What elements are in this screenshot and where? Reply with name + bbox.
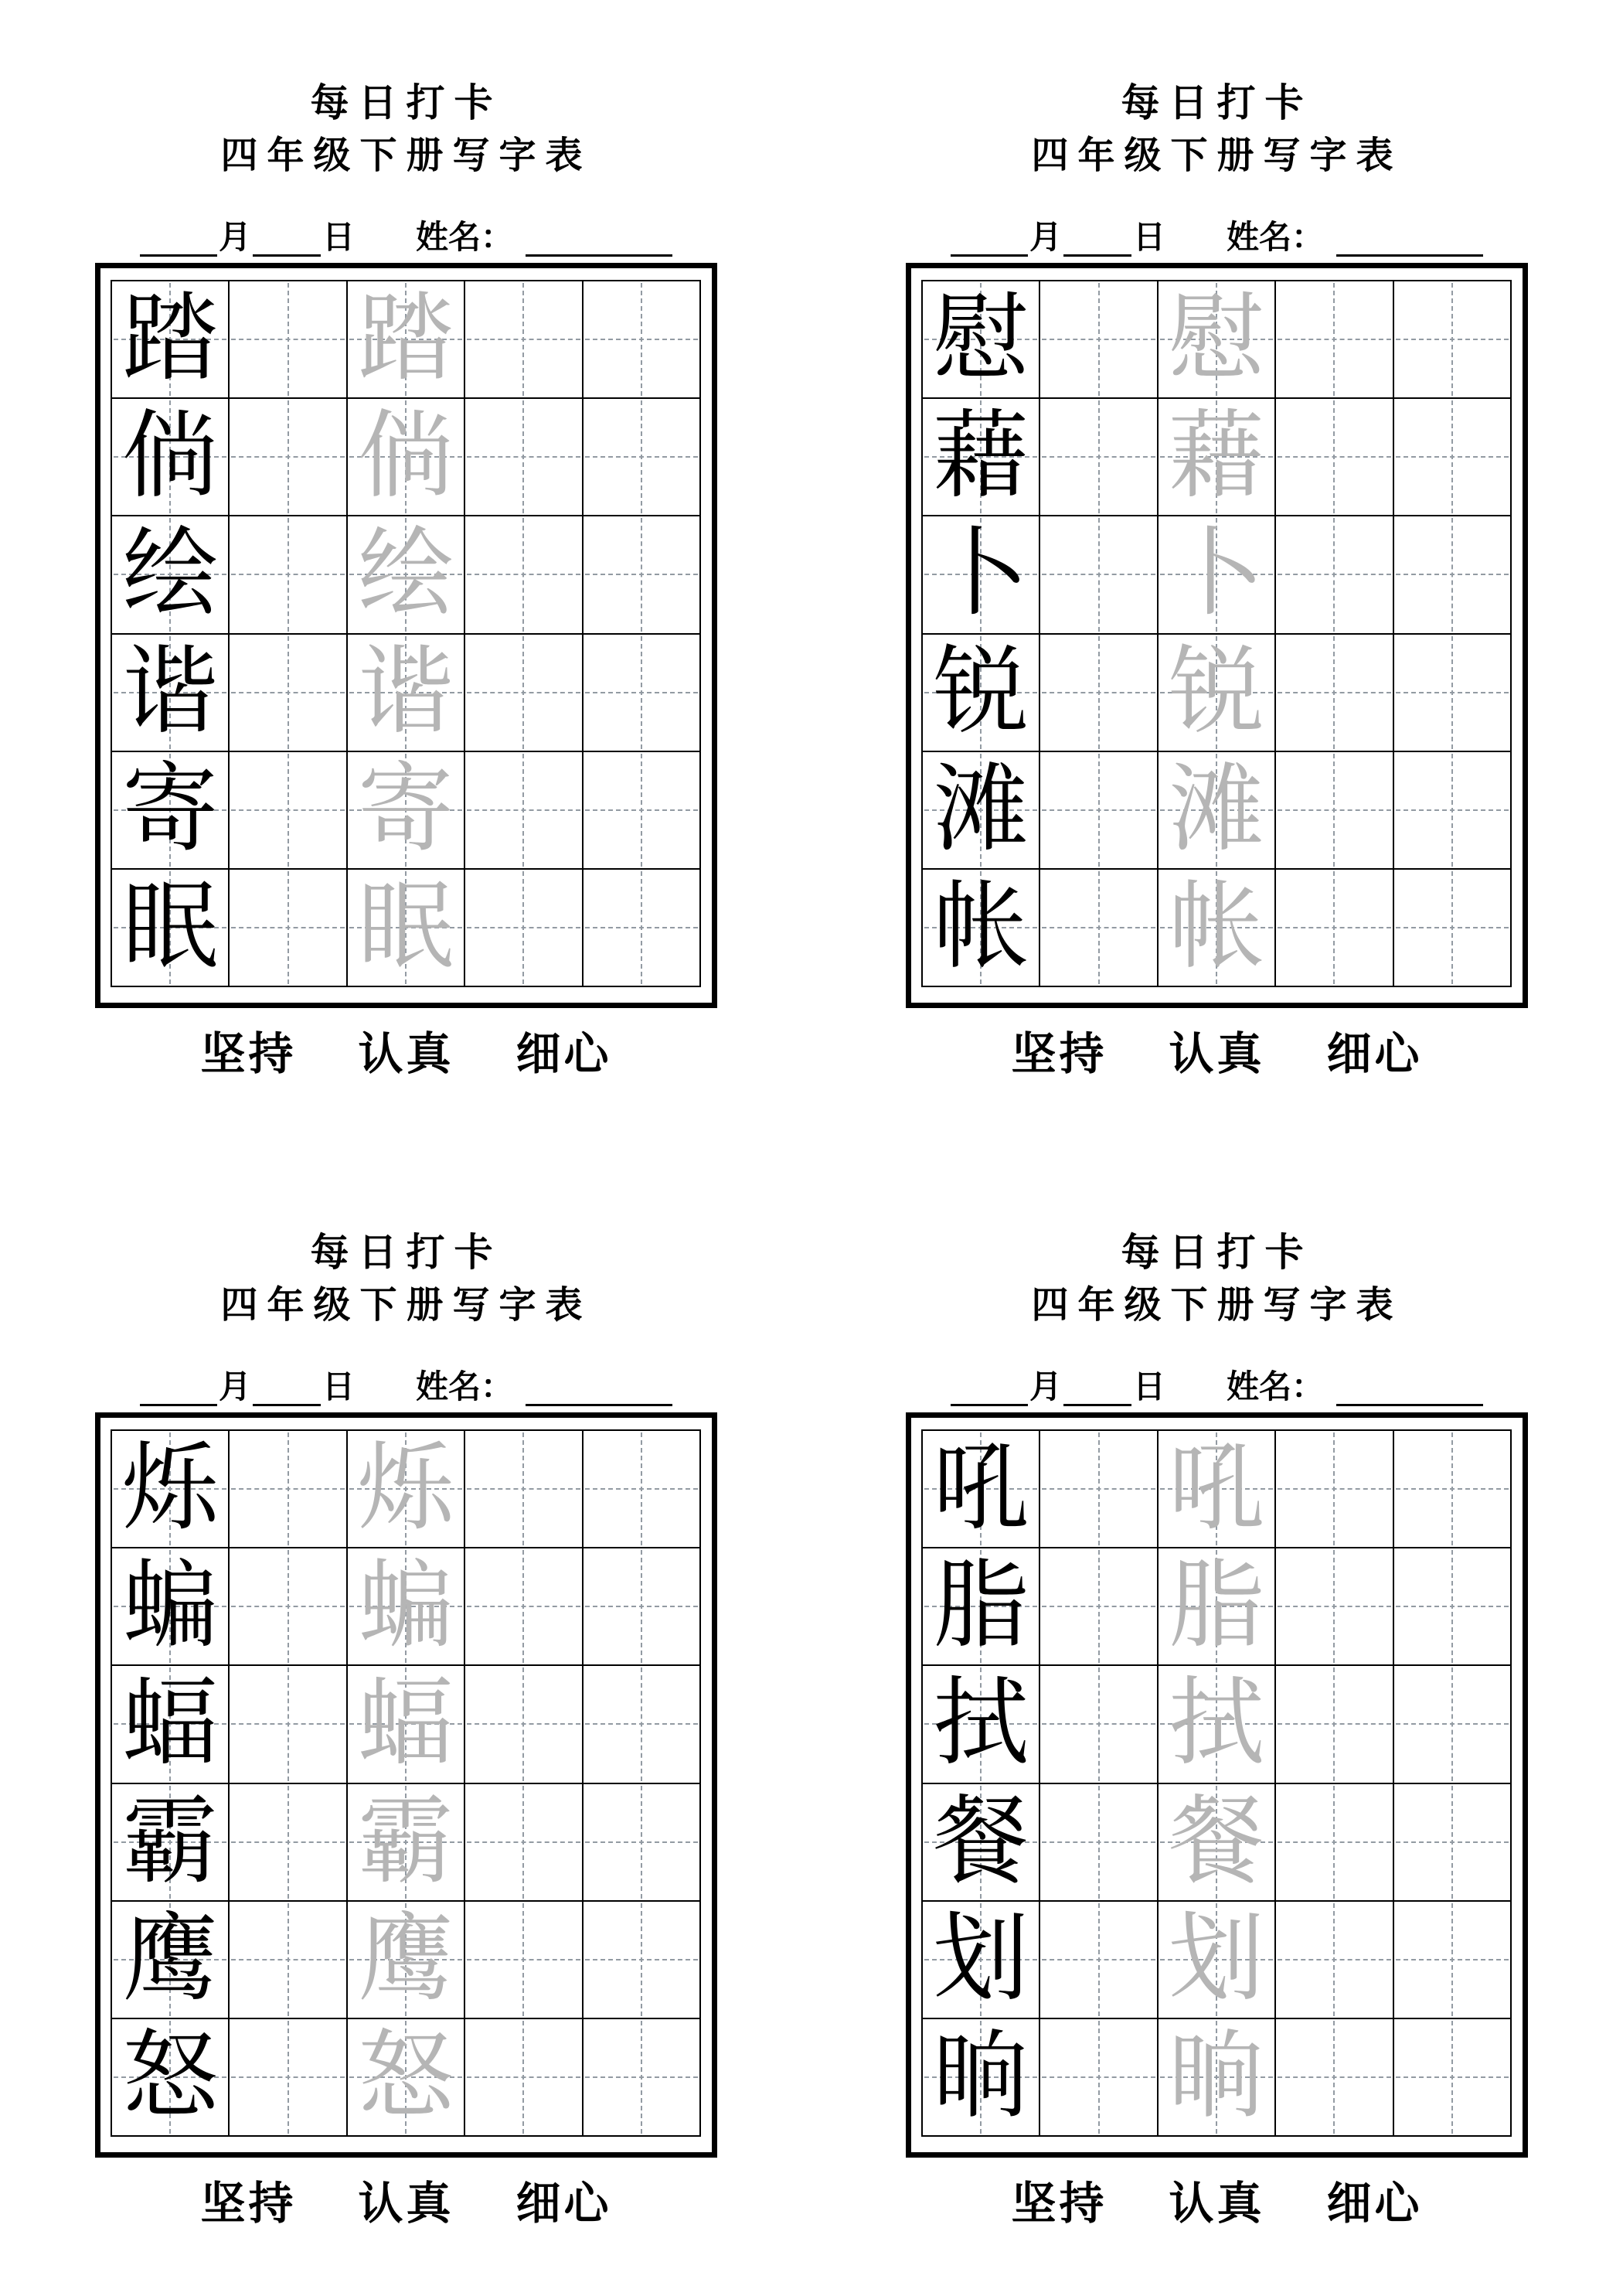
practice-cell [111,1901,229,2018]
trace-character: 锐 [1168,639,1264,745]
panel-title: 每日打卡 [310,1231,502,1274]
motto-line [906,2178,1528,2230]
practice-cell [464,1430,582,1548]
practice-cell [1275,1548,1393,1665]
practice-cell [229,398,346,516]
model-character: 怒 [122,2023,219,2130]
month-label: 月 [1029,1370,1062,1405]
model-character: 蝠 [122,1671,219,1777]
practice-cell [1039,634,1157,751]
practice-cell [1275,751,1393,869]
practice-cell [1039,398,1157,516]
practice-cell [1158,1783,1275,1901]
month-label: 月 [218,1370,251,1405]
practice-cell [922,869,1039,986]
practice-cell [347,869,464,986]
practice-cell [1158,1901,1275,2018]
practice-cell [922,1783,1039,1901]
practice-cell [1393,634,1511,751]
model-character: 霸 [122,1788,219,1895]
trace-character: 慰 [1168,286,1264,393]
trace-character: 踏 [357,286,454,393]
motto-word: 坚持 [200,1029,297,1079]
practice-cell [1275,634,1393,751]
panel-subtitle: 四年级下册写字表 [1031,135,1403,176]
practice-cell [922,751,1039,869]
practice-cell [347,1665,464,1783]
practice-cell [464,1665,582,1783]
practice-cell [229,634,346,751]
practice-cell [583,1665,700,1783]
practice-grid [921,1429,1512,2137]
practice-cell [347,398,464,516]
practice-cell [347,1430,464,1548]
practice-grid [921,280,1512,987]
practice-cell [229,1665,346,1783]
practice-grid-frame [95,263,717,1008]
model-character: 卜 [933,521,1029,628]
panel-title: 每日打卡 [1121,1231,1313,1274]
practice-cell [111,516,229,633]
practice-grid-frame [906,263,1528,1008]
motto-line [95,1028,717,1081]
practice-cell [583,1430,700,1548]
practice-cell [922,398,1039,516]
day-blank-line [253,249,321,257]
model-character: 蝙 [122,1553,219,1660]
panel-subtitle: 四年级下册写字表 [1031,1285,1403,1326]
model-character: 踏 [122,286,219,393]
practice-cell [464,751,582,869]
practice-cell [1158,1430,1275,1548]
practice-cell [922,516,1039,633]
practice-cell [1158,869,1275,986]
practice-cell [1158,1548,1275,1665]
model-character: 谐 [122,639,219,745]
motto-word: 细心 [515,1029,612,1079]
practice-cell [583,398,700,516]
month-blank-line [951,1398,1028,1406]
model-character: 餐 [933,1788,1029,1895]
practice-cell [111,2018,229,2136]
day-blank-line [253,1398,321,1406]
model-character: 慰 [933,286,1029,393]
model-character: 眠 [122,874,219,980]
practice-grid [111,280,701,987]
practice-cell [229,869,346,986]
trace-character: 滩 [1168,756,1264,863]
month-blank-line [951,249,1028,257]
practice-cell [1039,2018,1157,2136]
trace-character: 餐 [1168,1788,1264,1895]
motto-word: 细心 [515,2178,612,2229]
practice-cell [1275,281,1393,398]
practice-cell [464,1783,582,1901]
model-character: 拭 [933,1671,1029,1777]
trace-character: 卜 [1168,521,1264,628]
name-label: 姓名： [1227,220,1325,256]
practice-cell [1039,1901,1157,2018]
practice-cell [464,1548,582,1665]
name-blank-line [526,249,672,257]
motto-word: 认真 [358,2178,454,2229]
date-name-line [906,216,1528,257]
panel-subtitle: 四年级下册写字表 [220,135,592,176]
practice-cell [922,1665,1039,1783]
trace-character: 烁 [357,1436,454,1542]
day-blank-line [1063,249,1131,257]
month-blank-line [140,1398,217,1406]
practice-cell [1158,634,1275,751]
practice-cell [1158,751,1275,869]
trace-character: 倘 [357,404,454,510]
panel-title: 每日打卡 [310,81,502,124]
model-character: 晌 [933,2023,1029,2130]
motto-word: 细心 [1326,2178,1423,2229]
practice-cell [1275,398,1393,516]
motto-word: 坚持 [1011,1029,1108,1079]
month-label: 月 [218,220,251,256]
model-character: 滩 [933,756,1029,863]
practice-cell [1158,281,1275,398]
trace-character: 帐 [1168,874,1264,980]
date-name-line [906,1366,1528,1406]
practice-cell [111,281,229,398]
practice-cell [347,1783,464,1901]
practice-cell [1393,1783,1511,1901]
practice-cell [922,2018,1039,2136]
practice-cell [1039,281,1157,398]
practice-grid-frame [95,1412,717,2158]
trace-character: 晌 [1168,2023,1264,2130]
date-name-line [95,216,717,257]
worksheet-panel-top-left [95,70,717,1081]
model-character: 绘 [122,521,219,628]
practice-cell [1039,1783,1157,1901]
day-label: 日 [1132,220,1165,256]
practice-cell [464,398,582,516]
practice-cell [1393,751,1511,869]
practice-cell [229,1548,346,1665]
practice-cell [464,634,582,751]
practice-cell [583,281,700,398]
model-character: 倘 [122,404,219,510]
practice-cell [111,1783,229,1901]
practice-cell [229,1901,346,2018]
model-character: 脂 [933,1553,1029,1660]
practice-cell [1275,2018,1393,2136]
trace-character: 霸 [357,1788,454,1895]
practice-cell [1393,516,1511,633]
model-character: 藉 [933,404,1029,510]
practice-cell [347,634,464,751]
day-blank-line [1063,1398,1131,1406]
practice-cell [111,398,229,516]
name-blank-line [1336,249,1483,257]
motto-word: 认真 [1169,2178,1265,2229]
practice-cell [1393,281,1511,398]
practice-cell [1158,398,1275,516]
practice-cell [111,634,229,751]
model-character: 鹰 [122,1906,219,2012]
motto-word: 坚持 [200,2178,297,2229]
practice-cell [111,751,229,869]
trace-character: 怒 [357,2023,454,2130]
practice-cell [1393,869,1511,986]
practice-cell [111,1548,229,1665]
trace-character: 吼 [1168,1436,1264,1542]
practice-cell [464,516,582,633]
practice-cell [1039,1430,1157,1548]
practice-cell [111,869,229,986]
name-label: 姓名： [416,220,514,256]
practice-cell [583,1548,700,1665]
practice-cell [1393,1430,1511,1548]
practice-cell [922,281,1039,398]
practice-cell [1158,516,1275,633]
practice-cell [1039,516,1157,633]
trace-character: 蝙 [357,1553,454,1660]
practice-cell [1275,1901,1393,2018]
practice-cell [922,1548,1039,1665]
practice-cell [229,2018,346,2136]
practice-cell [583,751,700,869]
practice-cell [464,869,582,986]
motto-line [95,2178,717,2230]
practice-cell [583,869,700,986]
motto-word: 坚持 [1011,2178,1108,2229]
day-label: 日 [1132,1370,1165,1405]
practice-cell [347,1548,464,1665]
model-character: 烁 [122,1436,219,1542]
practice-cell [922,1901,1039,2018]
model-character: 划 [933,1906,1029,2012]
name-label: 姓名： [416,1370,514,1405]
worksheet-panel-top-right [906,70,1528,1081]
practice-cell [347,281,464,398]
practice-cell [229,281,346,398]
practice-grid [111,1429,701,2137]
trace-character: 藉 [1168,404,1264,510]
practice-cell [1275,1430,1393,1548]
trace-character: 划 [1168,1906,1264,2012]
model-character: 寄 [122,756,219,863]
motto-word: 认真 [358,1029,454,1079]
practice-cell [583,634,700,751]
practice-cell [229,1430,346,1548]
name-label: 姓名： [1227,1370,1325,1405]
practice-cell [1158,2018,1275,2136]
practice-cell [464,281,582,398]
motto-word: 细心 [1326,1029,1423,1079]
practice-cell [1039,1665,1157,1783]
trace-character: 鹰 [357,1906,454,2012]
practice-cell [583,1783,700,1901]
practice-cell [347,2018,464,2136]
trace-character: 蝠 [357,1671,454,1777]
trace-character: 眠 [357,874,454,980]
practice-cell [1039,1548,1157,1665]
practice-cell [583,1901,700,2018]
practice-cell [464,2018,582,2136]
practice-cell [1275,1665,1393,1783]
day-label: 日 [322,1370,355,1405]
month-label: 月 [1029,220,1062,256]
trace-character: 拭 [1168,1671,1264,1777]
date-name-line [95,1366,717,1406]
practice-cell [922,1430,1039,1548]
model-character: 帐 [933,874,1029,980]
name-blank-line [526,1398,672,1406]
practice-cell [347,1901,464,2018]
practice-cell [1393,2018,1511,2136]
practice-cell [1393,1665,1511,1783]
trace-character: 绘 [357,521,454,628]
practice-cell [464,1901,582,2018]
practice-grid-frame [906,1412,1528,2158]
practice-cell [111,1430,229,1548]
day-label: 日 [322,220,355,256]
practice-cell [922,634,1039,751]
practice-cell [1039,751,1157,869]
model-character: 锐 [933,639,1029,745]
practice-cell [1393,1901,1511,2018]
motto-line [906,1028,1528,1081]
practice-cell [229,1783,346,1901]
trace-character: 脂 [1168,1553,1264,1660]
panel-title: 每日打卡 [1121,81,1313,124]
worksheet-panel-bottom-left [95,1219,717,2230]
practice-cell [1275,1783,1393,1901]
practice-cell [1158,1665,1275,1783]
worksheet-panel-bottom-right [906,1219,1528,2230]
trace-character: 寄 [357,756,454,863]
practice-cell [229,751,346,869]
practice-cell [1275,869,1393,986]
panel-subtitle: 四年级下册写字表 [220,1285,592,1326]
practice-cell [1039,869,1157,986]
trace-character: 谐 [357,639,454,745]
practice-cell [583,516,700,633]
practice-cell [1275,516,1393,633]
practice-cell [229,516,346,633]
motto-word: 认真 [1169,1029,1265,1079]
practice-cell [583,2018,700,2136]
practice-cell [1393,398,1511,516]
model-character: 吼 [933,1436,1029,1542]
practice-cell [1393,1548,1511,1665]
month-blank-line [140,249,217,257]
name-blank-line [1336,1398,1483,1406]
practice-cell [111,1665,229,1783]
practice-cell [347,516,464,633]
practice-cell [347,751,464,869]
